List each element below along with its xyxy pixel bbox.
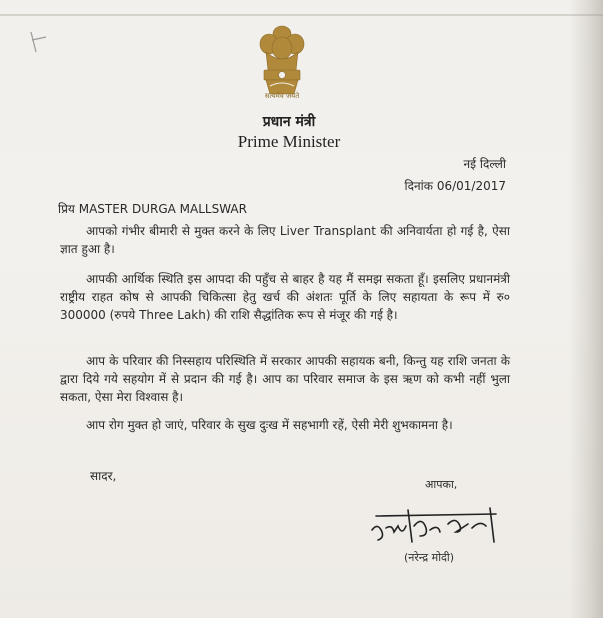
- paper-edge-shadow: [569, 0, 603, 618]
- paragraph-text: आपको गंभीर बीमारी से मुक्त करने के लिए Liver Transplant की अनिवार्यता हो गई है, ऐसा ज्ञात हुआ है।: [60, 224, 510, 256]
- page-title-hindi: प्रधान मंत्री: [262, 114, 316, 130]
- pencil-mark-icon: [28, 30, 50, 56]
- emblem-motto: सत्यमेव जयते: [264, 92, 300, 100]
- paragraph-text: आप के परिवार की निस्सहाय परिस्थिति में सरकार आपकी सहायक बनी, किन्तु यह राशि जनता के द्वारा दिये गये सहयोग में से प्रदान की गई है। आप का परिवार समाज के इस ऋण को कभी नहीं भुला सकता, ऐसा मेरा विश्वास है।: [60, 354, 510, 404]
- handwritten-signature-icon: [368, 502, 503, 548]
- salutation: प्रिय MASTER DURGA MALLSWAR: [58, 202, 247, 216]
- letter-paragraph-4: [60, 416, 510, 434]
- paper-crease: [0, 14, 603, 16]
- letter-paragraph-1: [60, 222, 510, 258]
- paragraph-text: आपकी आर्थिक स्थिति इस आपदा की पहुँच से बाहर है यह मैं समझ सकता हूँ। इसलिए प्रधानमंत्री राष्ट्रीय राहत कोष से आपकी चिकित्सा हेतु खर्च की अंशतः पूर्ति के लिए सहायता के रूप में रु० 300000 (रुपये Three Lakh) की राशि सैद्धांतिक रूप से मंजूर की गई है।: [60, 272, 510, 322]
- place-label: नई दिल्ली: [463, 157, 506, 171]
- signatory-name: (नरेन्द्र मोदी): [404, 551, 455, 564]
- yours-label: आपका,: [425, 478, 458, 491]
- letter-paragraph-3: [60, 352, 510, 406]
- page-title-english: Prime Minister: [237, 132, 341, 151]
- date-label: दिनांक 06/01/2017: [404, 179, 506, 193]
- closing-salutation: सादर,: [90, 469, 117, 483]
- letter-paragraph-2: [60, 270, 510, 324]
- paragraph-text: आप रोग मुक्त हो जाएं, परिवार के सुख दुःख में सहभागी रहें, ऐसी मेरी शुभकामना है।: [86, 418, 453, 432]
